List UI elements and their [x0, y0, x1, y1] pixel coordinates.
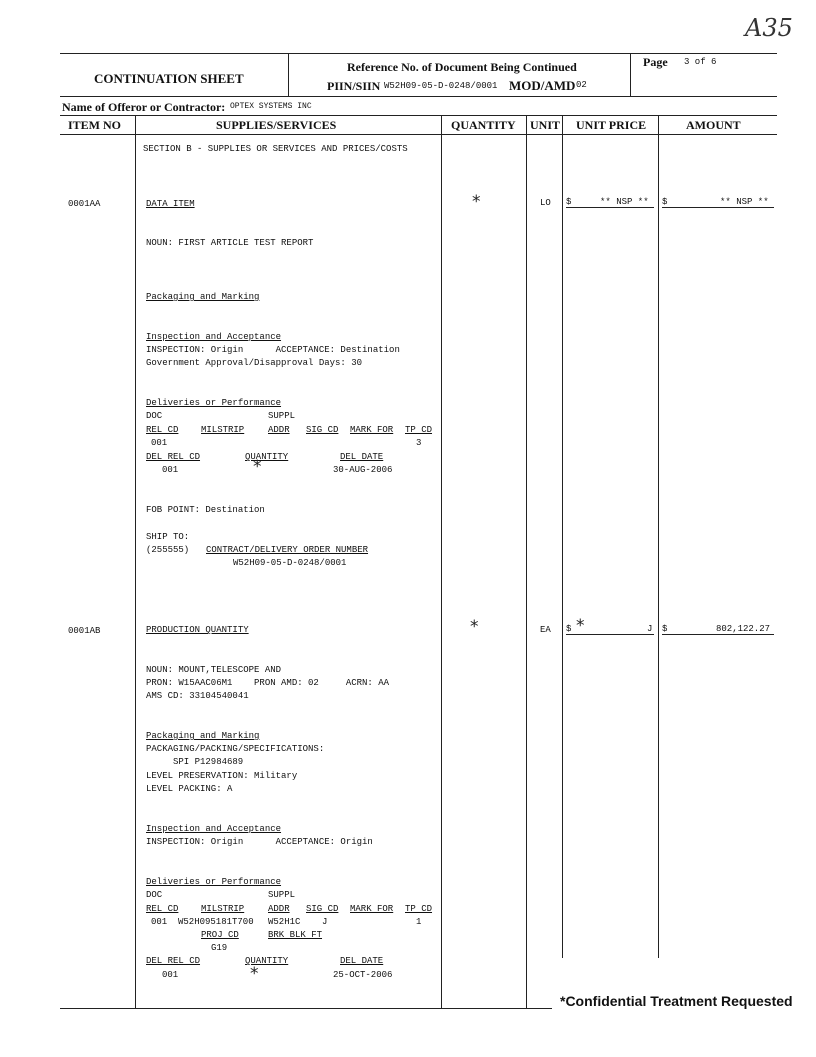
offeror-label: Name of Offeror or Contractor: — [62, 100, 226, 114]
item2-unit: EA — [540, 625, 551, 635]
item1-del-rel-value: 001 — [162, 465, 179, 475]
item1-doc: DOC — [146, 411, 163, 421]
col-divider-item — [135, 115, 136, 1008]
item1-del-date: 30-AUG-2006 — [333, 465, 393, 475]
item1-contract-number: W52H09-05-D-0248/0001 — [233, 558, 347, 568]
item2-amount-rule — [662, 634, 774, 635]
mod-amd-value: 02 — [576, 80, 587, 90]
item2-ams: AMS CD: 33104540041 — [146, 691, 249, 701]
header-bottom-line — [60, 96, 777, 97]
item2-sig-cd: SIG CD — [306, 904, 339, 914]
item1-amount-rule — [662, 207, 774, 208]
item2-packaging-title: Packaging and Marking — [146, 731, 260, 741]
item2-del-date-header: DEL DATE — [340, 956, 384, 966]
item2-unit-price-redacted: * — [576, 616, 585, 636]
item1-del-date-header: DEL DATE — [340, 452, 384, 462]
page-value: 3 of 6 — [684, 57, 717, 67]
item1-sig-cd: SIG CD — [306, 425, 339, 435]
col-header-unit-price: UNIT PRICE — [576, 118, 647, 132]
item2-title: PRODUCTION QUANTITY — [146, 625, 249, 635]
item1-fob: FOB POINT: Destination — [146, 505, 265, 515]
item2-proj-value: G19 — [211, 943, 228, 953]
item2-brk-blk-ft: BRK BLK FT — [268, 930, 323, 940]
item2-del-quantity: * — [250, 964, 259, 984]
item2-deliveries-title: Deliveries or Performance — [146, 877, 282, 887]
item2-row-sig: J — [322, 917, 328, 927]
col-header-quantity: QUANTITY — [451, 118, 516, 132]
item2-suppl: SUPPL — [268, 890, 296, 900]
col-header-item-no: ITEM NO — [68, 118, 122, 132]
item2-row-milstrip: W52H095181T700 — [178, 917, 254, 927]
item2-milstrip: MILSTRIP — [201, 904, 245, 914]
item2-row-addr: W52H1C — [268, 917, 301, 927]
item2-spi: SPI P12984689 — [173, 757, 244, 767]
item2-del-rel-cd: DEL REL CD — [146, 956, 201, 966]
item2-unit-price-rule — [566, 634, 654, 635]
header-divider-2 — [630, 53, 631, 96]
page-label: Page — [643, 55, 668, 69]
item1-mark-for: MARK FOR — [350, 425, 394, 435]
column-header-line — [60, 134, 777, 135]
table-bottom-line — [60, 1008, 552, 1009]
item2-noun: NOUN: MOUNT,TELESCOPE AND — [146, 665, 282, 675]
item1-quantity: * — [472, 192, 481, 212]
item2-quantity: * — [470, 617, 479, 637]
item1-ship-to: SHIP TO: — [146, 532, 190, 542]
col-divider-unit-price — [658, 115, 659, 958]
item1-unit-price: ** NSP ** — [600, 197, 649, 207]
item1-deliveries-title: Deliveries or Performance — [146, 398, 282, 408]
col-divider-supplies — [441, 115, 442, 1008]
item1-tp-cd: TP CD — [405, 425, 433, 435]
piin-label: PIIN/SIIN — [327, 79, 381, 93]
item1-amount: ** NSP ** — [720, 197, 769, 207]
item2-proj-cd: PROJ CD — [201, 930, 239, 940]
item2-amount: 802,122.27 — [716, 624, 771, 634]
item2-quantity-header: QUANTITY — [245, 956, 289, 966]
item1-packaging-title: Packaging and Marking — [146, 292, 260, 302]
item2-pron: PRON: W15AAC06M1 PRON AMD: 02 ACRN: AA — [146, 678, 390, 688]
item1-rel-cd-value: 001 — [151, 438, 168, 448]
item1-inspection-line: INSPECTION: Origin ACCEPTANCE: Destination — [146, 345, 400, 355]
reference-label: Reference No. of Document Being Continued — [347, 60, 577, 74]
item2-del-rel-value: 001 — [162, 970, 179, 980]
section-title: SECTION B - SUPPLIES OR SERVICES AND PRICES/COSTS — [143, 144, 408, 154]
item1-unit: LO — [540, 198, 551, 208]
col-header-supplies: SUPPLIES/SERVICES — [216, 118, 337, 132]
item1-unit-price-rule — [566, 207, 654, 208]
col-header-unit: UNIT — [530, 118, 561, 132]
item2-row-tp: 1 — [416, 917, 422, 927]
item2-doc: DOC — [146, 890, 163, 900]
item2-mark-for: MARK FOR — [350, 904, 394, 914]
handwritten-page-number: A35 — [745, 14, 793, 42]
item1-milstrip: MILSTRIP — [201, 425, 245, 435]
item1-number: 0001AA — [68, 199, 101, 209]
item1-rel-cd: REL CD — [146, 425, 179, 435]
item2-inspection-line: INSPECTION: Origin ACCEPTANCE: Origin — [146, 837, 373, 847]
piin-value: W52H09-05-D-0248/0001 — [384, 81, 498, 91]
item1-inspection-title: Inspection and Acceptance — [146, 332, 282, 342]
offeror-value: OPTEX SYSTEMS INC — [230, 102, 312, 111]
item1-del-rel-cd: DEL REL CD — [146, 452, 201, 462]
continuation-sheet-title: CONTINUATION SHEET — [94, 71, 244, 86]
item2-rel-cd: REL CD — [146, 904, 179, 914]
item2-unit-price-tail: J — [647, 624, 653, 634]
header-divider-1 — [288, 53, 289, 96]
col-divider-quantity — [526, 115, 527, 1008]
col-divider-unit — [562, 115, 563, 958]
item2-del-date: 25-OCT-2006 — [333, 970, 393, 980]
item2-addr: ADDR — [268, 904, 290, 914]
item2-level-preservation: LEVEL PRESERVATION: Military — [146, 771, 298, 781]
item1-ship-code: (255555) — [146, 545, 190, 555]
item1-addr: ADDR — [268, 425, 290, 435]
item1-tp-cd-value: 3 — [416, 438, 422, 448]
mod-amd-label: MOD/AMD — [509, 78, 576, 93]
item1-suppl: SUPPL — [268, 411, 296, 421]
item2-unit-price-dollar: $ — [566, 624, 572, 634]
item1-title: DATA ITEM — [146, 199, 195, 209]
item2-pack-spec: PACKAGING/PACKING/SPECIFICATIONS: — [146, 744, 325, 754]
item1-quantity-header: QUANTITY — [245, 452, 289, 462]
confidential-note: *Confidential Treatment Requested — [560, 993, 793, 1009]
header-top-line — [60, 53, 777, 54]
item1-amount-dollar: $ — [662, 197, 668, 207]
item2-inspection-title: Inspection and Acceptance — [146, 824, 282, 834]
item1-del-quantity: * — [253, 457, 262, 477]
col-header-amount: AMOUNT — [686, 118, 741, 132]
item1-unit-price-dollar: $ — [566, 197, 572, 207]
item2-row-rel: 001 — [151, 917, 168, 927]
item2-level-packing: LEVEL PACKING: A — [146, 784, 233, 794]
item1-gov-approval: Government Approval/Disapproval Days: 30 — [146, 358, 363, 368]
item2-tp-cd: TP CD — [405, 904, 433, 914]
item2-number: 0001AB — [68, 626, 101, 636]
table-top-line — [60, 115, 777, 116]
item2-amount-dollar: $ — [662, 624, 668, 634]
item1-noun: NOUN: FIRST ARTICLE TEST REPORT — [146, 238, 314, 248]
item1-contract-label: CONTRACT/DELIVERY ORDER NUMBER — [206, 545, 369, 555]
